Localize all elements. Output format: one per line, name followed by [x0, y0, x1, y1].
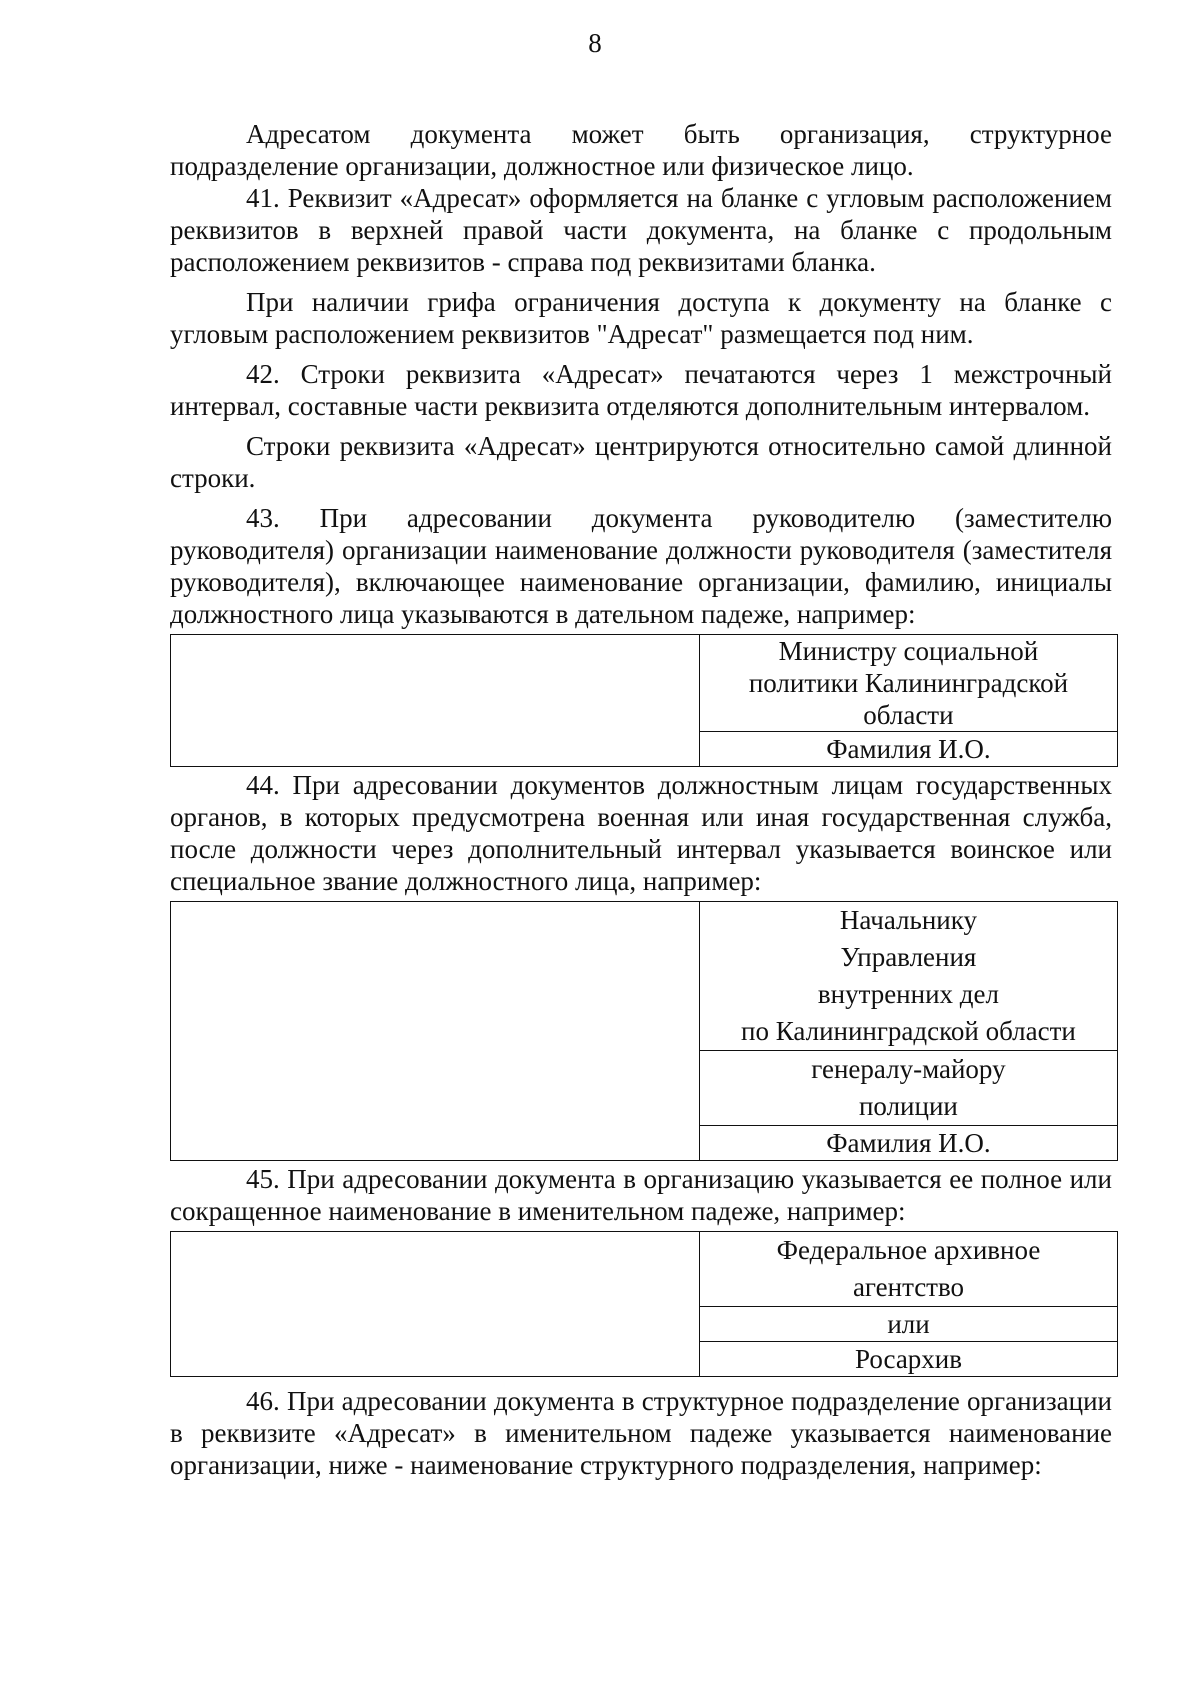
page-number: 8 — [588, 28, 602, 58]
example-addressee-name: Фамилия И.О. — [699, 1126, 1117, 1161]
example-organization-short-name: Росархив — [700, 1342, 1118, 1377]
paragraph-41: 41. Реквизит «Адресат» оформляется на бланке с угловым расположением реквизитов в верхней правой части документа, на бланке с продольным расположением реквизитов - справа под реквизитами бланка. — [170, 183, 1112, 277]
example-table-police-chief — [170, 901, 1118, 1161]
example-addressee-position — [699, 902, 1117, 1051]
paragraph-43: 43. При адресовании документа руководителю (заместителю руководителя) организации наименование должности руководителя (заместителя руководителя), включающее наименование организации, фамилию, инициалы должностного лица указываются в дательном падеже, например: — [170, 503, 1112, 629]
paragraph-44: 44. При адресовании документов должностным лицам государственных органов, в которых предусмотрена военная или иная государственная служба, после должности через дополнительный интервал указывается воинское или специальное звание должностного лица, например: — [170, 770, 1112, 896]
addressee-line: полиции — [858, 1091, 958, 1121]
example-empty-cell — [171, 902, 700, 1161]
addressee-line: Начальнику — [839, 905, 977, 935]
example-or-separator: или — [700, 1307, 1118, 1342]
example-table-archive-agency — [170, 1231, 1118, 1377]
example-addressee-name: Фамилия И.О. — [699, 732, 1117, 767]
addressee-line: области — [863, 700, 954, 730]
addressee-line: по Калининградской области — [741, 1016, 1076, 1046]
example-empty-cell — [171, 1232, 700, 1377]
addressee-line: агентство — [852, 1272, 965, 1302]
paragraph-42: 42. Строки реквизита «Адресат» печатаются через 1 межстрочный интервал, составные части реквизита отделяются дополнительным интервалом. — [170, 359, 1112, 421]
addressee-line: внутренних дел — [817, 979, 999, 1009]
example-empty-cell — [171, 635, 700, 767]
paragraph-addressee-intro: Адресатом документа может быть организация, структурное подразделение организации, должностное или физическое лицо. — [170, 119, 1112, 181]
example-table-minister — [170, 634, 1118, 767]
paragraph-46: 46. При адресовании документа в структурное подразделение организации в реквизите «Адресат» в именительном падеже указывается наименование организации, ниже - наименование структурного подразделения, например: — [170, 1386, 1112, 1480]
example-addressee-position — [699, 635, 1117, 732]
paragraph-45: 45. При адресовании документа в организацию указывается ее полное или сокращенное наименование в именительном падеже, например: — [170, 1164, 1112, 1226]
paragraph-42-centering: Строки реквизита «Адресат» центрируются относительно самой длинной строки. — [170, 431, 1112, 493]
example-organization-full-name — [700, 1232, 1118, 1307]
addressee-line: политики Калининградской — [748, 668, 1069, 698]
document-body — [170, 118, 1112, 1481]
addressee-line: генералу-майору — [811, 1054, 1006, 1084]
example-addressee-rank — [699, 1051, 1117, 1126]
addressee-line: Управления — [840, 942, 977, 972]
addressee-line: Федеральное архивное — [776, 1235, 1041, 1265]
paragraph-41-access-stamp: При наличии грифа ограничения доступа к документу на бланке с угловым расположением реквизитов "Адресат" размещается под ним. — [170, 287, 1112, 349]
addressee-line: Министру социальной — [778, 636, 1039, 666]
